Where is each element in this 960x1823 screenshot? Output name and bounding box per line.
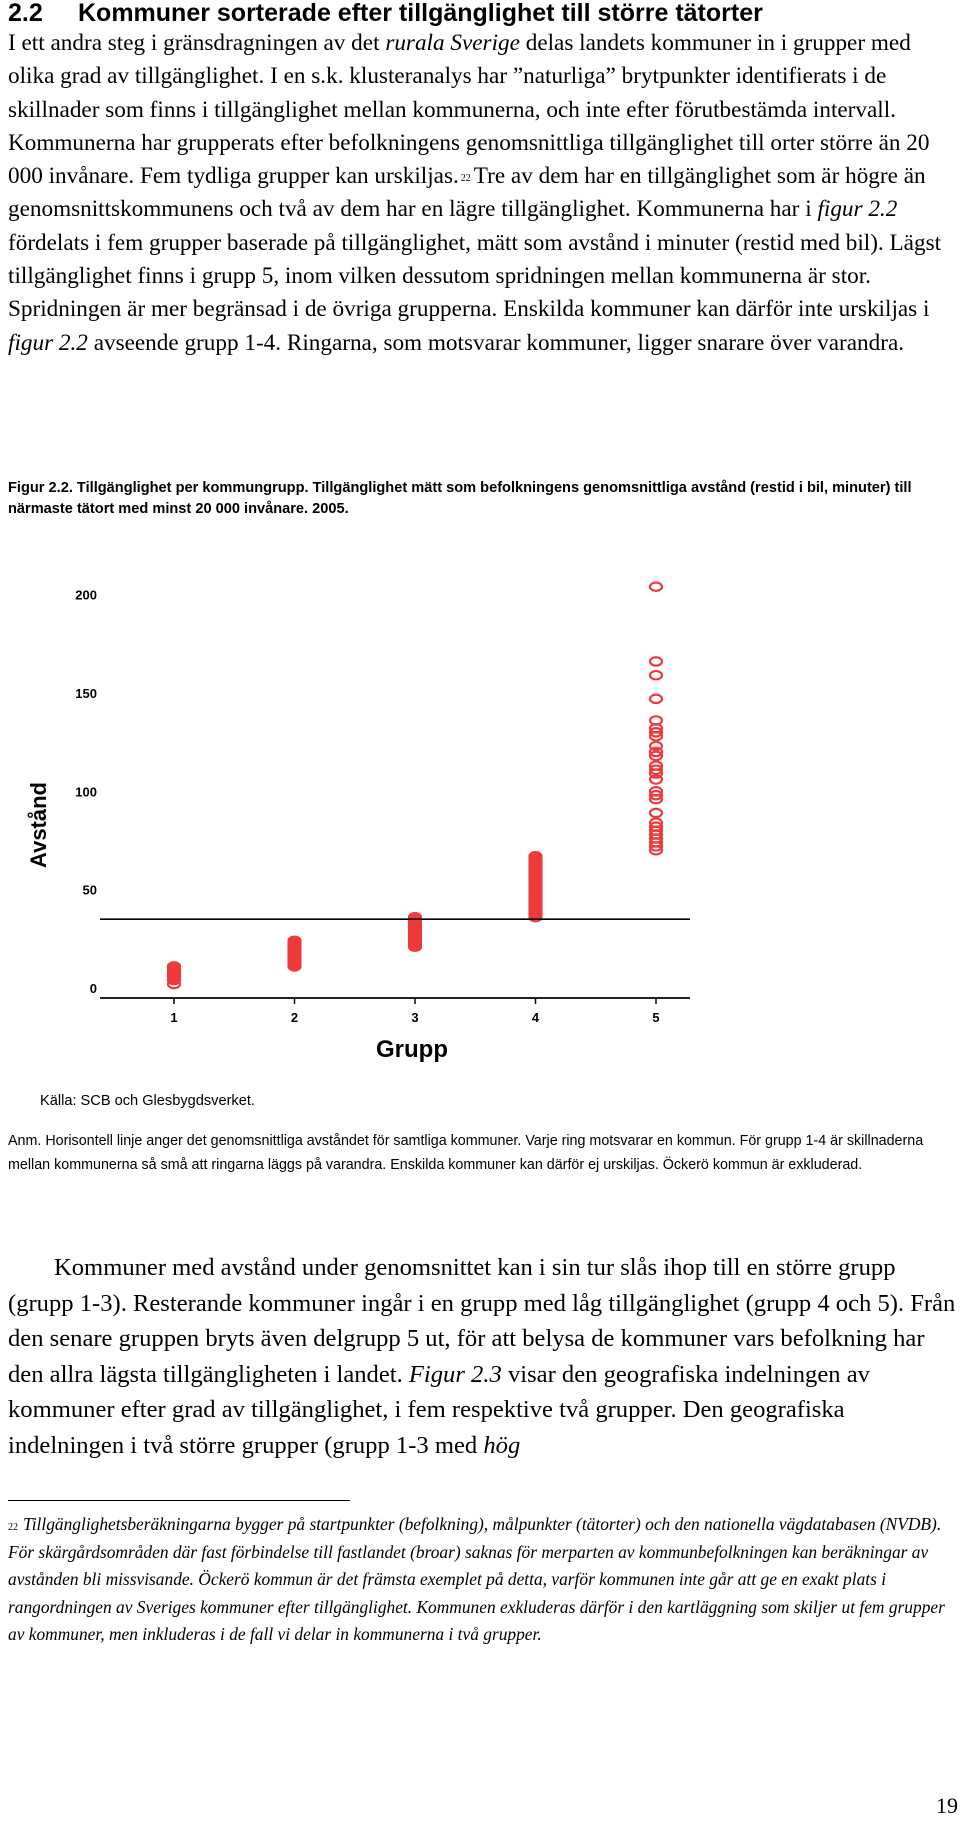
source-note: Källa: SCB och Glesbygdsverket.	[40, 1093, 255, 1109]
figure-caption: Figur 2.2. Tillgänglighet per kommungrupp. Tillgänglighet mätt som befolkningens genomsnittliga avstånd (restid i bil, minuter) till närmaste tätort med minst 20 000 invånare. 2005.	[8, 480, 912, 517]
paragraph-emphasis: rurala Sverige	[385, 30, 520, 56]
x-tick-label: 5	[652, 1010, 660, 1025]
y-tick-label: 100	[75, 784, 97, 800]
paragraph-text: fördelats i fem grupper baserade på tillgänglighet, mätt som avstånd i minuter (restid med bil). Lägst tillgänglighet finns i grupp 5, inom vilken dessutom spridningen mellan kommunerna är stor. Spridningen är mer begränsad i de övriga grupperna. Enskilda kommuner kan därför inte urskiljas i	[8, 229, 942, 323]
figure-reference: Figur 2.3	[408, 1360, 502, 1388]
page-number: 19	[936, 1793, 958, 1818]
body-paragraph-1	[8, 27, 958, 360]
scatter-chart	[0, 560, 960, 1080]
footnote-number: 22	[8, 1522, 18, 1533]
section-heading	[8, 0, 763, 28]
y-tick-label: 200	[75, 587, 97, 603]
paragraph-text: delas landets kommuner in i grupper med olika grad av tillgänglighet. I en s.k. klusteranalys har ”naturliga” brytpunkter identifierats i de skillnader som finns i tillgänglighet mellan kommunerna, och inte efter förutbestämda intervall. Kommunerna har grupperats efter befolkningens genomsnittliga tillgänglighet till orter större än 20 000 invånare. Fem tydliga grupper kan urskiljas.	[8, 30, 930, 190]
data-point-ring	[650, 809, 662, 817]
x-tick-label: 2	[290, 1010, 299, 1025]
x-tick-label: 3	[411, 1010, 419, 1025]
x-tick-label: 1	[170, 1010, 178, 1025]
data-point-ring	[650, 695, 662, 703]
footnote-reference: 22	[460, 173, 471, 185]
section-title: Kommuner sorterade efter tillgänglighet till större tätorter	[78, 0, 763, 27]
x-tick-label: 4	[531, 1010, 540, 1025]
data-point-ring	[650, 742, 662, 750]
data-points	[168, 583, 662, 989]
data-point-ring	[650, 583, 662, 591]
figure-note: Anm. Horisontell linje anger det genomsnittliga avståndet för samtliga kommuner. Varje ring motsvarar en kommun. För grupp 1-4 är skillnaderna mellan kommunerna så små att ringarna läggs på varandra. Enskilda kommuner kan därför ej urskiljas. Öckerö kommun är exkluderad.	[8, 1133, 924, 1173]
y-tick-label: 0	[89, 981, 97, 996]
x-axis-label: Grupp	[376, 1036, 448, 1063]
footnote-separator	[8, 1500, 350, 1501]
footnote	[8, 1511, 953, 1649]
y-tick-label: 50	[82, 882, 97, 898]
data-point-ring	[650, 671, 662, 679]
figure-reference: figur 2.2	[8, 329, 88, 356]
y-axis	[75, 588, 97, 996]
paragraph-text: visar den geografiska indelningen av kommuner efter grad av tillgänglighet, i fem respektive två grupper. Den geografiska indelningen i två större grupper (grupp 1-3 med	[8, 1360, 870, 1459]
paragraph-text: I ett andra steg i gränsdragningen av det	[8, 30, 386, 56]
y-tick-label: 150	[75, 685, 97, 701]
paragraph-emphasis: hög	[483, 1431, 521, 1459]
paragraph-text: Kommuner med avstånd under genomsnittet kan i sin tur slås ihop till en större grupp (grupp 1-3). Resterande kommuner ingår i en grupp med låg tillgänglighet (grupp 4 och 5). Från den senare gruppen bryts även delgrupp 5 ut, för att belysa de kommuner vars befolkning har den allra lägsta tillgängligheten i landet.	[8, 1254, 956, 1388]
body-paragraph-2	[8, 1250, 958, 1463]
figure-reference: figur 2.2	[817, 196, 898, 223]
paragraph-text: Tre av dem har en tillgänglighet som är högre än genomsnittskommunens och två av dem har en lägre tillgänglighet. Kommunerna har i	[8, 163, 926, 223]
x-axis	[170, 998, 659, 1025]
paragraph-text: avseende grupp 1-4. Ringarna, som motsvarar kommuner, ligger snarare över varandra.	[87, 329, 905, 356]
y-axis-label: Avstånd	[26, 782, 51, 868]
footnote-text: Tillgänglighetsberäkningarna bygger på startpunkter (befolkning), målpunkter (tätorter) och den nationella vägdatabasen (NVDB). För skärgårdsområden där fast förbindelse till fastlandet (broar) saknas för merparten av kommunbefolkningen kan beräkningar av avstånden bli missvisande. Öckerö kommun är det främsta exemplet på detta, varför kommunen inte går att ge en exakt plats i rangordningen av Sveriges kommuner efter tillgänglighet. Kommunen exkluderas därför i den kartläggning som skiljer ut fem grupper av kommuner, men inkluderas i de fall vi delar in kommunerna i två grupper.	[8, 1514, 945, 1644]
section-number: 2.2	[8, 0, 43, 27]
data-point-ring	[650, 657, 662, 665]
